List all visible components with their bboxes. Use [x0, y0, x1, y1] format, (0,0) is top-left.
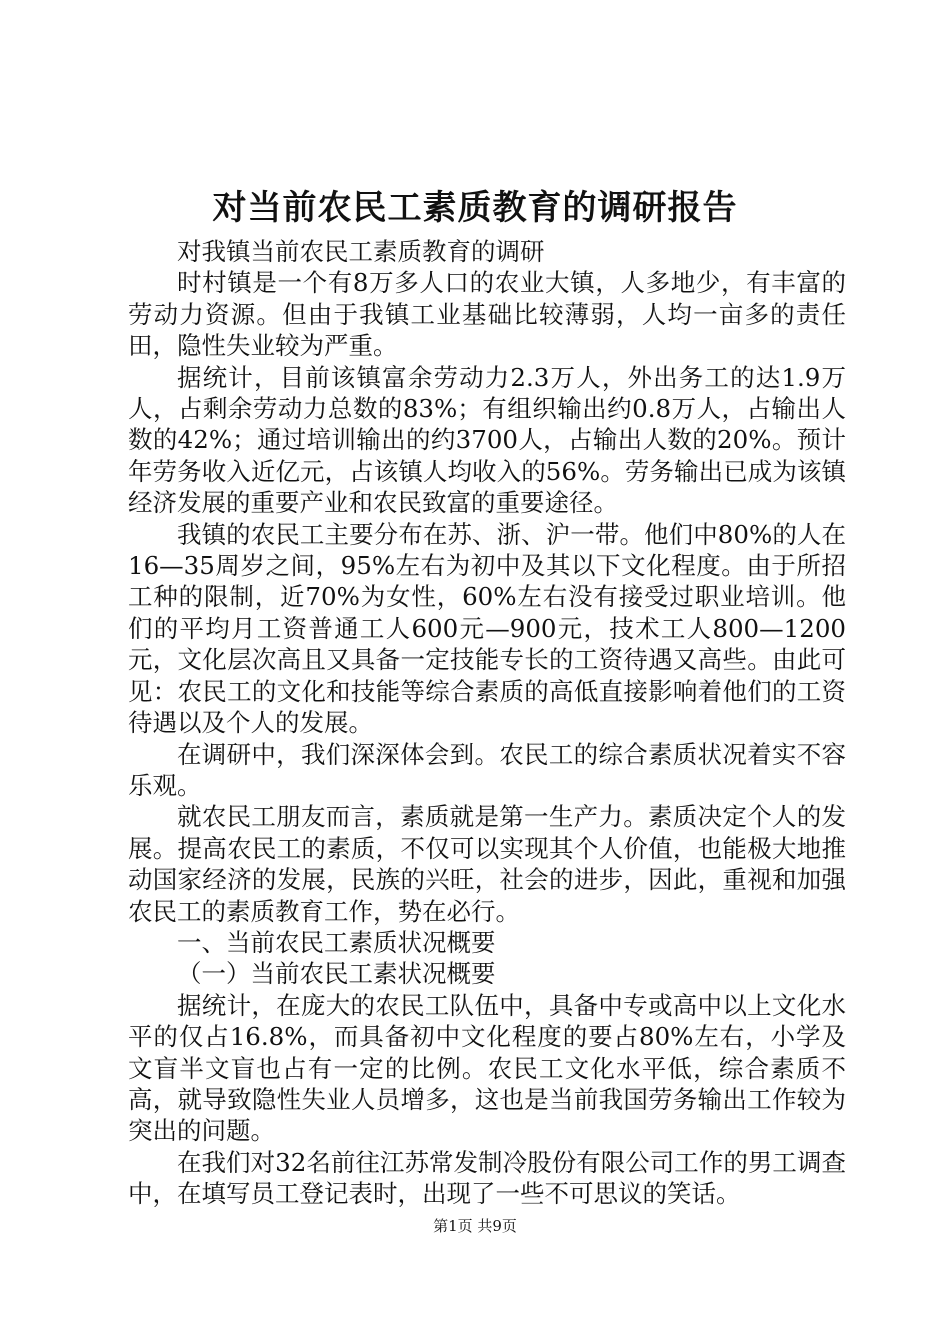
subsection-heading: （一）当前农民工素状况概要 — [177, 959, 496, 989]
body-paragraph: 据统计，目前该镇富余劳动力2.3万人，外出务工的达1.9万人，占剩余劳动力总数的83%；有组织输出约0.8万人，占输出人数的42%；通过培训输出的约3700人，占输出人数的20%。预计年劳务收入近亿元，占该镇人均收入的56%。劳务输出已成为该镇经济发展的重要产业和农民致富的重要途径。 — [128, 362, 846, 518]
subtitle-paragraph: 对我镇当前农民工素质教育的调研 — [177, 237, 545, 266]
page-footer: 第1页 共9页 — [433, 1217, 517, 1235]
document-body — [128, 236, 846, 1210]
section-heading: 一、当前农民工素质状况概要 — [177, 927, 496, 957]
body-paragraph: 在我们对32名前往江苏常发制冷股份有限公司工作的男工调查中，在填写员工登记表时，出现了一些不可思议的笑话。 — [128, 1147, 846, 1209]
document-title: 对当前农民工素质教育的调研报告 — [212, 188, 738, 228]
body-paragraph: 就农民工朋友而言，素质就是第一生产力。素质决定个人的发展。提高农民工的素质，不仅可以实现其个人价值，也能极大地推动国家经济的发展，民族的兴旺，社会的进步，因此，重视和加强农民工的素质教育工作，势在必行。 — [128, 802, 846, 926]
body-paragraph: 时村镇是一个有8万多人口的农业大镇，人多地少，有丰富的劳动力资源。但由于我镇工业基础比较薄弱，人均一亩多的责任田，隐性失业较为严重。 — [128, 268, 846, 361]
body-paragraph: 据统计，在庞大的农民工队伍中，具备中专或高中以上文化水平的仅占16.8%，而具备初中文化程度的要占80%左右，小学及文盲半文盲也占有一定的比例。农民工文化水平低，综合素质不高，就导致隐性失业人员增多，这也是当前我国劳务输出工作较为突出的问题。 — [128, 990, 846, 1146]
body-paragraph: 我镇的农民工主要分布在苏、浙、沪一带。他们中80%的人在16—35周岁之间，95%左右为初中及其以下文化程度。由于所招工种的限制，近70%为女性，60%左右没有接受过职业培训。他们的平均月工资普通工人600元—900元，技术工人800—1200元，文化层次高且又具备一定技能专长的工资待遇又高些。由此可见：农民工的文化和技能等综合素质的高低直接影响着他们的工资待遇以及个人的发展。 — [128, 519, 846, 738]
body-paragraph: 在调研中，我们深深体会到。农民工的综合素质状况着实不容乐观。 — [128, 739, 846, 800]
